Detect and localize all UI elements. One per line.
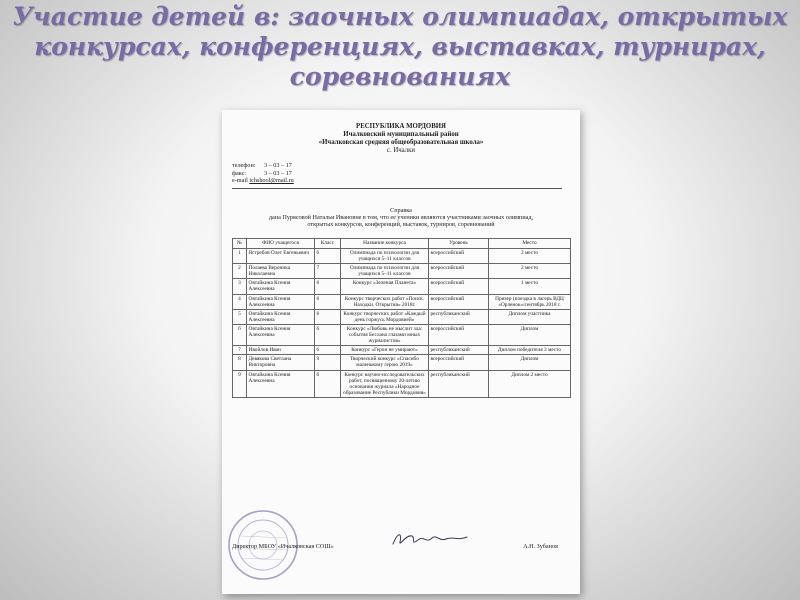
slide-title: Участие детей в: заочных олимпиадах, открытых конкурсах, конференциях, выставках, турнирах, соревнованиях — [12, 2, 788, 91]
table-row — [233, 279, 571, 294]
cell-contest: Конкурс научно-исследовательских работ, посвященному 20-летию основания журнала «Народное образование Республики Мордовия» — [341, 370, 429, 397]
cell-grade: 6 — [315, 279, 341, 294]
cell-level: республиканский — [429, 309, 489, 324]
cell-n: 6 — [233, 324, 247, 345]
cell-level: республиканский — [429, 370, 489, 397]
header-divider — [232, 188, 562, 189]
director-name: А.Н. Зубанов — [523, 543, 558, 550]
cell-contest: Конкурс «Зеленая Планета» — [341, 279, 429, 294]
header-school: «Ичалковская средняя общеобразовательная школа» — [318, 139, 484, 146]
cell-place: Диплом участника — [489, 309, 571, 324]
column-header: Уровень — [429, 239, 489, 249]
cell-place: Диплом — [489, 355, 571, 370]
cell-name: Овтайкина Ксения Алексеевна — [247, 309, 315, 324]
signature-row — [232, 540, 570, 560]
cell-name: Овтайкина Ксения Алексеевна — [247, 324, 315, 345]
cell-grade: 6 — [315, 324, 341, 345]
results-table — [232, 238, 571, 398]
cell-level: всероссийский — [429, 355, 489, 370]
cell-n: 9 — [233, 370, 247, 397]
cell-name: Овтайкина Ксения Алексеевна — [247, 370, 315, 397]
cell-n: 3 — [233, 279, 247, 294]
cell-grade: 6 — [315, 249, 341, 264]
cell-contest: Конкурс «Герои не умирают» — [341, 346, 429, 355]
table-row — [233, 346, 571, 355]
cell-contest: Конкурс творческих работ «Каждый день горжусь Мордовией» — [341, 309, 429, 324]
cell-place: 2 место — [489, 264, 571, 279]
document-header — [222, 123, 580, 155]
cell-name: Овтайкина Ксения Алексеевна — [247, 294, 315, 309]
cell-grade: 9 — [315, 355, 341, 370]
contacts-block — [232, 162, 294, 185]
cell-level: всероссийский — [429, 279, 489, 294]
cell-level: всероссийский — [429, 249, 489, 264]
cell-level: всероссийский — [429, 264, 489, 279]
cell-contest: Олимпиада по психологии для учащихся 5–11 классов — [341, 249, 429, 264]
header-district: Ичалковский муниципальный район — [343, 131, 459, 138]
cell-place: Диплом — [489, 324, 571, 345]
cell-level: республиканский — [429, 346, 489, 355]
cell-n: 8 — [233, 355, 247, 370]
phone-label: телефон: — [232, 162, 256, 169]
director-title: Директор МБОУ «Ичалковская СОШ» — [232, 543, 334, 550]
cell-place: 2 место — [489, 249, 571, 264]
header-village: с. Ичалки — [386, 147, 416, 154]
column-header: № — [233, 239, 247, 249]
cell-place: Диплом победителя 3 место — [489, 346, 571, 355]
cell-name: Девякова Светлана Викторовна — [247, 355, 315, 370]
cell-grade: 6 — [315, 309, 341, 324]
cell-n: 7 — [233, 346, 247, 355]
cell-grade: 6 — [315, 294, 341, 309]
table-row — [233, 324, 571, 345]
fax-label: факс: — [232, 169, 247, 177]
cell-n: 2 — [233, 264, 247, 279]
table-row — [233, 355, 571, 370]
table-row — [233, 370, 571, 397]
cell-name: Овтайкина Ксения Алексеевна — [247, 279, 315, 294]
email-label: e-mail — [232, 177, 248, 184]
cell-grade: 6 — [315, 346, 341, 355]
table-row — [233, 249, 571, 264]
cell-contest: Олимпиада по психологии для учащихся 5–11 классов — [341, 264, 429, 279]
scanned-certificate — [222, 110, 580, 594]
column-header: Место — [489, 239, 571, 249]
table-row — [233, 309, 571, 324]
cell-place: 1 место — [489, 279, 571, 294]
cell-n: 1 — [233, 249, 247, 264]
cell-grade: 7 — [315, 264, 341, 279]
email-value: ichshool@mail.ru — [249, 177, 294, 184]
certificate-intro — [232, 207, 570, 228]
cell-name: Ивойлов Иван — [247, 346, 315, 355]
table-header-row — [233, 239, 571, 249]
phone-value: 3 – 03 – 17 — [264, 162, 292, 169]
column-header: ФИО учащегося — [247, 239, 315, 249]
cell-contest: Творческий конкурс «Спасибо маленькому герою 2019» — [341, 355, 429, 370]
cell-n: 4 — [233, 294, 247, 309]
certificate-title: Справка — [390, 207, 412, 214]
cell-level: всероссийский — [429, 294, 489, 309]
table-row — [233, 294, 571, 309]
header-republic: РЕСПУБЛИКА МОРДОВИЯ — [356, 123, 446, 130]
cell-level: всероссийский — [429, 324, 489, 345]
certificate-line-1: дана Пурясовой Натальи Ивановне в том, что ее ученики являются участниками заочных олимпиад, — [268, 214, 534, 221]
cell-contest: Конкурс «Любовь не мыслит зла: события Беслана глазами юных журналистов» — [341, 324, 429, 345]
fax-value: 3 – 03 – 17 — [264, 169, 292, 177]
cell-name: Ястребов Олег Евгеньевич — [247, 249, 315, 264]
table-row — [233, 264, 571, 279]
cell-contest: Конкурс творческих работ «Поиск. Находки. Открытия» 2018г. — [341, 294, 429, 309]
cell-place: Призер (поездка в лагерь ВДЦ «Орленок»/сентябрь 2018 г. — [489, 294, 571, 309]
column-header: Название конкурса — [341, 239, 429, 249]
column-header: Класс — [315, 239, 341, 249]
cell-name: Полаева Вероника Николаевна — [247, 264, 315, 279]
cell-grade: 6 — [315, 370, 341, 397]
certificate-line-2: открытых конкурсов, конференций, выставок, турниров, соревнований — [307, 221, 495, 228]
cell-n: 5 — [233, 309, 247, 324]
cell-place: Диплом 2 место — [489, 370, 571, 397]
